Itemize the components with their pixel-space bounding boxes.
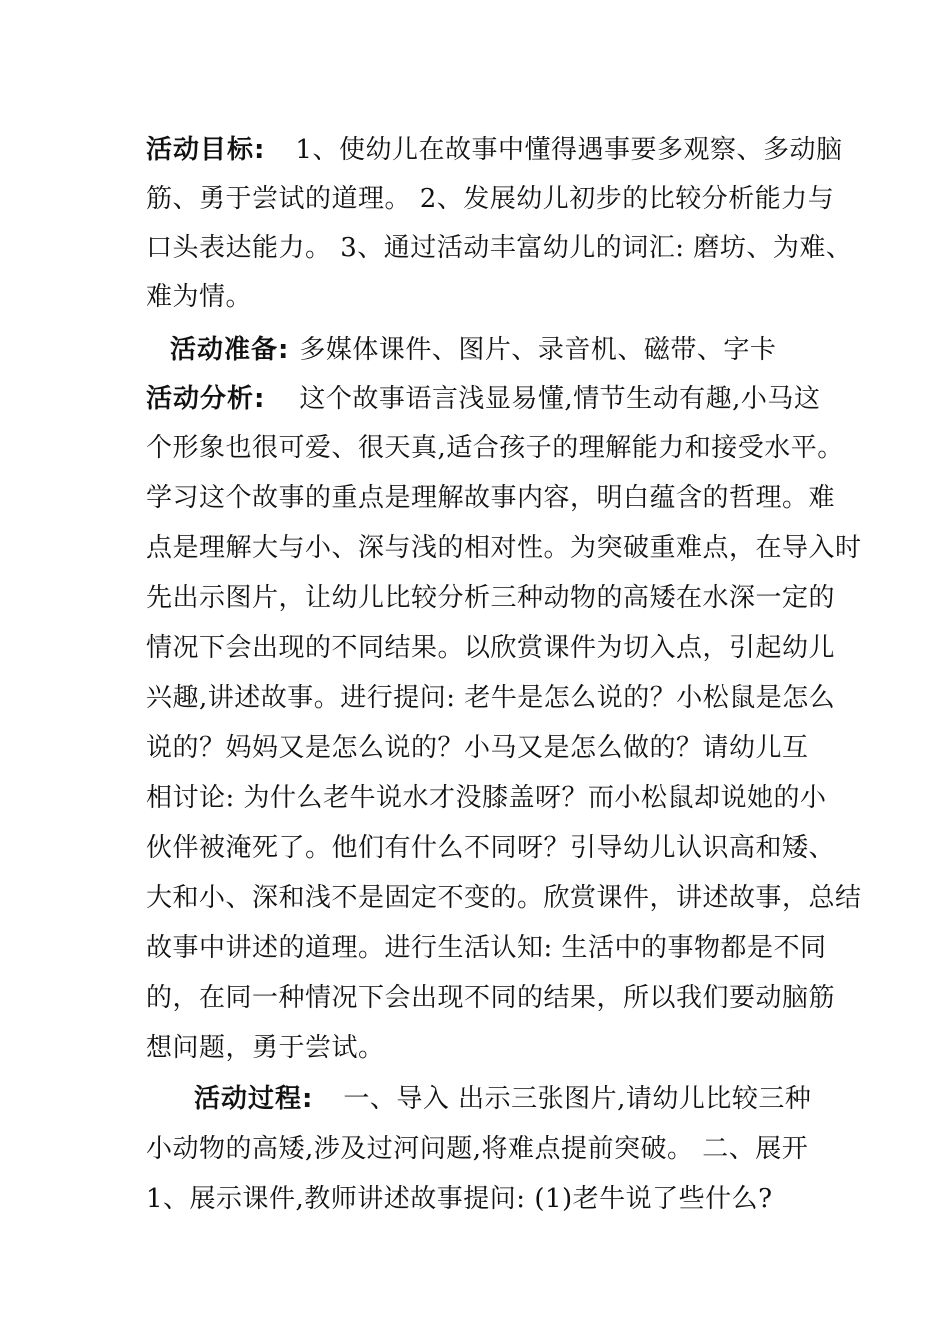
analysis-line-13: 的，在同一种情况下会出现不同的结果，所以我们要动脑筋 — [146, 983, 836, 1013]
goals-line-1 — [146, 133, 843, 167]
analysis-line-4: 点是理解大与小、深与浅的相对性。为突破重难点，在导入时 — [146, 533, 862, 563]
analysis-line-12: 故事中讲述的道理。进行生活认知: 生活中的事物都是不同 — [146, 933, 827, 963]
analysis-line-10: 伙伴被淹死了。他们有什么不同呀？引导幼儿认识高和矮、 — [146, 833, 836, 863]
prep-line — [170, 333, 840, 367]
process-line-3: 1、展示课件,教师讲述故事提问: (1)老牛说了些什么? — [146, 1184, 773, 1214]
analysis-line-8: 说的？妈妈又是怎么说的？小马又是怎么做的？请幼儿互 — [146, 733, 809, 763]
analysis-line-5: 先出示图片，让幼儿比较分析三种动物的高矮在水深一定的 — [146, 583, 836, 613]
goals-text-1: 1、使幼儿在故事中懂得遇事要多观察、多动脑 — [295, 135, 843, 165]
process-label: 活动过程: — [194, 1084, 314, 1114]
goals-line-4: 难为情。 — [146, 282, 253, 312]
analysis-line-2: 个形象也很可爱、很天真,适合孩子的理解能力和接受水平。 — [146, 433, 844, 463]
analysis-line-6: 情况下会出现的不同结果。以欣赏课件为切入点，引起幼儿 — [146, 633, 836, 663]
goals-line-2: 筋、勇于尝试的道理。 2、发展幼儿初步的比较分析能力与 — [146, 184, 835, 214]
process-line-1 — [194, 1082, 864, 1116]
analysis-line-11: 大和小、深和浅不是固定不变的。欣赏课件，讲述故事，总结 — [146, 883, 862, 913]
analysis-line-3: 学习这个故事的重点是理解故事内容，明白蕴含的哲理。难 — [146, 483, 836, 513]
process-line-2: 小动物的高矮,涉及过河问题,将难点提前突破。 二、展开 — [146, 1134, 809, 1164]
prep-label: 活动准备: — [170, 335, 290, 365]
analysis-label: 活动分析: — [146, 384, 266, 414]
goals-label: 活动目标: — [146, 135, 266, 165]
process-text-1: 一、导入 出示三张图片,请幼儿比较三种 — [343, 1084, 812, 1114]
analysis-line-14: 想问题，勇于尝试。 — [146, 1033, 385, 1063]
prep-text: 多媒体课件、图片、录音机、磁带、字卡 — [299, 335, 777, 365]
analysis-line-9: 相讨论: 为什么老牛说水才没膝盖呀？而小松鼠却说她的小 — [146, 783, 827, 813]
analysis-line-1 — [146, 382, 821, 416]
analysis-text-1: 这个故事语言浅显易懂,情节生动有趣,小马这 — [299, 384, 821, 414]
goals-line-3: 口头表达能力。 3、通过活动丰富幼儿的词汇: 磨坊、为难、 — [146, 233, 853, 263]
analysis-line-7: 兴趣,讲述故事。进行提问: 老牛是怎么说的？小松鼠是怎么 — [146, 683, 836, 713]
